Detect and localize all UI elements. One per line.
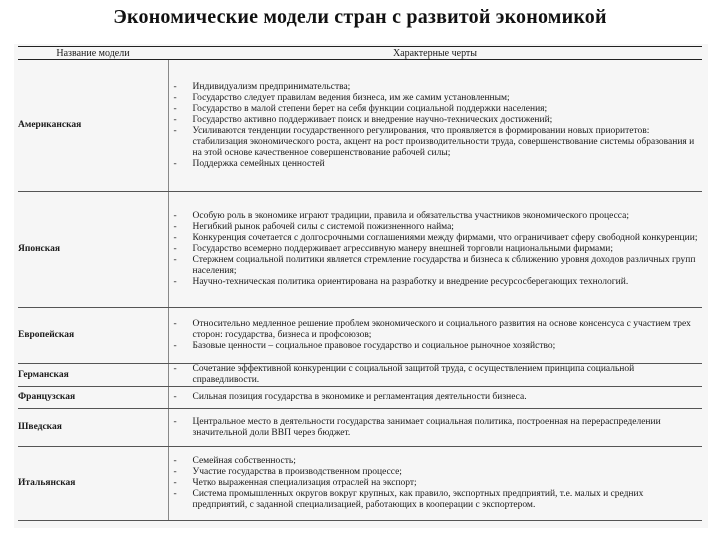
- traits-list: [169, 211, 703, 288]
- table-row: [18, 409, 702, 447]
- traits-cell: [168, 447, 702, 521]
- table-row: [18, 60, 702, 192]
- table-row: [18, 308, 702, 364]
- trait-item: - Государство следует правилам ведения бизнеса, им же самим установленным;: [169, 93, 703, 104]
- traits-cell: [168, 192, 702, 308]
- trait-item: - Конкуренция сочетается с долгосрочными соглашениями между фирмами, что ограничивает сферу свободной конкуренции;: [169, 233, 703, 244]
- models-table: [18, 46, 702, 521]
- trait-item: - Сильная позиция государства в экономике и регламентация деятельности бизнеса.: [169, 392, 703, 403]
- traits-cell: [168, 387, 702, 409]
- traits-cell: [168, 364, 702, 387]
- trait-item: - Усиливаются тенденции государственного регулирования, что проявляется в формировании новых приоритетов: стабилизация экономического роста, акцент на рост производительности труда, совершенствование системы образования и на этой основе качественное совершенствование рабочей силы;: [169, 126, 703, 159]
- table-row: [18, 364, 702, 387]
- slide-title: Экономические модели стран с развитой экономикой: [113, 6, 607, 28]
- model-name-cell: Японская: [18, 192, 168, 308]
- traits-cell: [168, 60, 702, 192]
- trait-item: - Участие государства в производственном процессе;: [169, 467, 703, 478]
- traits-list: [169, 417, 703, 439]
- model-name-cell: Итальянская: [18, 447, 168, 521]
- model-name-cell: Европейская: [18, 308, 168, 364]
- trait-item: - Центральное место в деятельности государства занимает социальная политика, построенная на перераспределении значительной доли ВВП через бюджет.: [169, 417, 703, 439]
- model-name-cell: Американская: [18, 60, 168, 192]
- trait-item: - Государство всемерно поддерживает агрессивную манеру внешней торговли национальными фирмами;: [169, 244, 703, 255]
- table-row: [18, 387, 702, 409]
- trait-item: - Стержнем социальной политики является стремление государства и бизнеса к сближению уровня доходов различных групп населения;: [169, 255, 703, 277]
- traits-list: [169, 319, 703, 352]
- trait-item: - Базовые ценности – социальное правовое государство и социальное рыночное хозяйство;: [169, 341, 703, 352]
- traits-list: [169, 456, 703, 511]
- trait-item: - Индивидуализм предпринимательства;: [169, 82, 703, 93]
- column-header-model: Название модели: [18, 47, 168, 60]
- traits-list: [169, 364, 703, 386]
- trait-item: - Сочетание эффективной конкуренции с социальной защитой труда, с осуществлением принципа социальной справедливости.: [169, 364, 703, 386]
- table-body: [18, 60, 702, 521]
- trait-item: - Четко выраженная специализация отраслей на экспорт;: [169, 478, 703, 489]
- table-row: [18, 447, 702, 521]
- trait-item: - Особую роль в экономике играют традиции, правила и обязательства участников экономического процесса;: [169, 211, 703, 222]
- table-header-row: [18, 47, 702, 60]
- traits-list: [169, 82, 703, 170]
- traits-list: [169, 392, 703, 403]
- model-name-cell: Шведская: [18, 409, 168, 447]
- trait-item: - Научно-техническая политика ориентирована на разработку и внедрение ресурсосберегающих технологий.: [169, 277, 703, 288]
- table-row: [18, 192, 702, 308]
- model-name-cell: Французская: [18, 387, 168, 409]
- trait-item: - Негибкий рынок рабочей силы с системой пожизненного найма;: [169, 222, 703, 233]
- trait-item: - Поддержка семейных ценностей: [169, 159, 703, 170]
- trait-item: - Государство в малой степени берет на себя функции социальной поддержки населения;: [169, 104, 703, 115]
- trait-item: - Система промышленных округов вокруг крупных, как правило, экспортных предприятий, т.е. малых и средних предприятий, с заданной специализацией, работающих в кооперации с экспортером.: [169, 489, 703, 511]
- traits-cell: [168, 409, 702, 447]
- column-header-traits: Характерные черты: [168, 47, 702, 60]
- trait-item: - Государство активно поддерживает поиск и внедрение научно-технических достижений;: [169, 115, 703, 126]
- model-name-cell: Германская: [18, 364, 168, 387]
- document-scan: [14, 44, 708, 528]
- trait-item: - Относительно медленное решение проблем экономического и социального развития на основе консенсуса с участием трех сторон: государства, бизнеса и профсоюзов;: [169, 319, 703, 341]
- trait-item: - Семейная собственность;: [169, 456, 703, 467]
- traits-cell: [168, 308, 702, 364]
